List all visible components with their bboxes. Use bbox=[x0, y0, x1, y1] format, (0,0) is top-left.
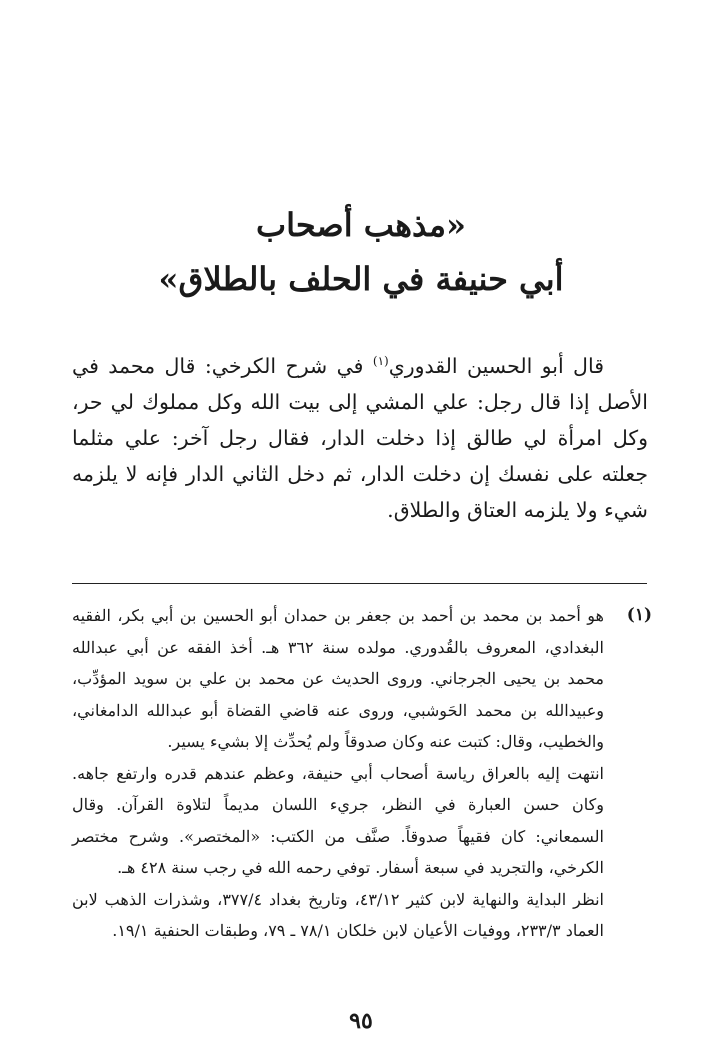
footnote-body bbox=[72, 600, 604, 947]
footnotes-section bbox=[72, 600, 652, 947]
chapter-title-line-1: «مذهب أصحاب bbox=[256, 206, 466, 244]
footnote-separator bbox=[72, 583, 647, 584]
paragraph-opening: قال أبو الحسين القدوري bbox=[388, 354, 604, 378]
chapter-title bbox=[60, 198, 662, 306]
footnote-paragraph-sources: انظر البداية والنهاية لابن كثير ٤٣/١٢، وتاريخ بغداد ٣٧٧/٤، وشذرات الذهب لابن العماد ٢٣٣/٣، ووفيات الأعيان لابن خلكان ٧٨/١ ـ ٧٩، وطبقات الحنفية ١٩/١. bbox=[72, 889, 605, 940]
paragraph-continuation: في شرح الكرخي: قال محمد في الأصل إذا قال رجل: علي المشي إلى بيت الله وكل مملوك لي حر، وكل امرأة لي طالق إذا دخلت الدار، فقال رجل آخر: علي مثلما جعلته على نفسك إن دخلت الدار، ثم دخل الثاني الدار فإنه لا يلزمه شيء ولا يلزمه العتاق والطلاق. bbox=[72, 354, 648, 522]
main-paragraph bbox=[72, 348, 648, 528]
main-paragraph-text bbox=[72, 348, 648, 528]
page-number: ٩٥ bbox=[349, 1008, 373, 1034]
footnote-1 bbox=[72, 600, 652, 947]
chapter-title-line-2: أبي حنيفة في الحلف بالطلاق» bbox=[158, 260, 564, 298]
footnote-marker: (١) bbox=[626, 605, 652, 625]
footnote-reference[interactable]: (١) bbox=[372, 354, 389, 369]
footnote-paragraph-career: انتهت إليه بالعراق رياسة أصحاب أبي حنيفة، وعظم عندهم قدره وارتفع جاهه. وكان حسن العبارة في النظر، جريء اللسان مديماً لتلاوة القرآن. وقال السمعاني: كان فقيهاً صدوقاً. صنَّف من الكتب: «المختصر». وشرح مختصر الكرخي، والتجريد في سبعة أسفار. توفي رحمه الله في رجب سنة ٤٢٨ هـ. bbox=[72, 763, 604, 877]
footnote-paragraph-biography: هو أحمد بن محمد بن أحمد بن جعفر بن حمدان أبو الحسين بن أبي بكر، الفقيه البغدادي، المعروف بالقُدوري. مولده سنة ٣٦٢ هـ. أخذ الفقه عن أبي عبدالله محمد بن يحيى الجرجاني. وروى الحديث عن محمد بن علي بن سويد المؤدِّب، وعبيدالله بن محمد الحَوشبي، وروى عنه قاضي القضاة أبو عبدالله الدامغاني، والخطيب، وقال: كتبت عنه وكان صدوقاً ولم يُحدِّث إلا بشيء يسير. bbox=[72, 606, 604, 751]
